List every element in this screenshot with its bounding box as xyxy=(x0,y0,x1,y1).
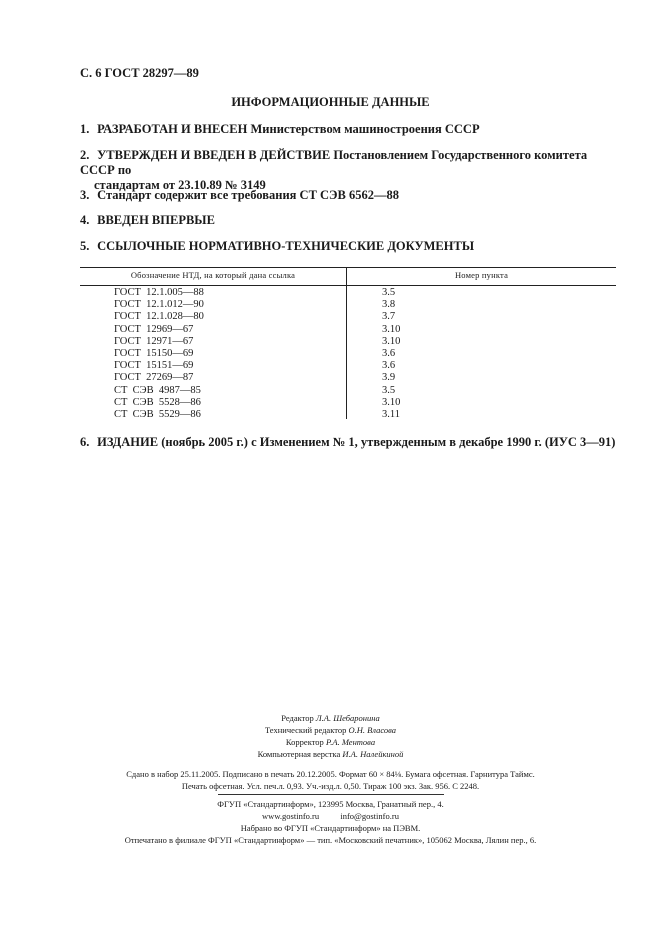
table-body xyxy=(80,287,616,421)
table-top-rule xyxy=(80,267,616,268)
table-header-point: Номер пункта xyxy=(454,270,509,280)
info-item-3 xyxy=(80,188,620,203)
table-cell-document: ГОСТ 12971—67 xyxy=(114,335,194,347)
table-cell-point: 3.7 xyxy=(382,311,396,323)
table-cell-point: 3.10 xyxy=(382,396,401,408)
corrector-label: Корректор xyxy=(285,737,324,747)
table-cell-document: ГОСТ 12.1.005—88 xyxy=(114,287,204,298)
table-cell-point: 3.10 xyxy=(382,323,401,335)
item-text: Министерством машиностроения СССР xyxy=(247,122,480,136)
table-row xyxy=(80,324,616,336)
table-row xyxy=(80,372,616,384)
info-item-1 xyxy=(80,122,620,137)
table-row xyxy=(80,409,616,421)
item-number: 2. xyxy=(80,148,90,162)
table-row xyxy=(80,397,616,409)
table-cell-point: 3.5 xyxy=(382,384,396,396)
item-text: (ноябрь 2005 г.) с Изменением № 1, утвержденным в декабре 1990 г. (ИУС 3—91) xyxy=(158,435,616,449)
table-row xyxy=(80,311,616,323)
imprint-tech-editor xyxy=(0,724,661,736)
item-bold: ВВЕДЕН ВПЕРВЫЕ xyxy=(97,213,215,227)
imprint-print-line-1: Сдано в набор 25.11.2005. Подписано в печать 20.12.2005. Формат 60 × 84⅛. Бумага офсетная. Гарнитура Таймс. xyxy=(126,769,535,779)
corrector-name: Р.А. Ментова xyxy=(325,737,376,747)
table-cell-point: 3.10 xyxy=(382,335,401,347)
item-text: Постановлением Государственного комитета СССР по xyxy=(80,148,588,177)
item-bold: ССЫЛОЧНЫЕ НОРМАТИВНО-ТЕХНИЧЕСКИЕ ДОКУМЕНТЫ xyxy=(97,239,475,253)
table-row xyxy=(80,360,616,372)
table-row xyxy=(80,348,616,360)
info-item-2 xyxy=(80,148,620,193)
table-cell-point: 3.6 xyxy=(382,347,396,359)
table-cell-document: ГОСТ 12969—67 xyxy=(114,323,194,335)
item-number: 4. xyxy=(80,213,90,227)
tech-editor-name: О.Н. Власова xyxy=(348,725,397,735)
imprint-divider xyxy=(218,794,444,795)
imprint-corrector xyxy=(0,736,661,748)
item-number: 1. xyxy=(80,122,90,136)
editor-name: Л.А. Шебаронина xyxy=(315,713,380,723)
info-item-5 xyxy=(80,239,620,254)
page-header: С. 6 ГОСТ 28297—89 xyxy=(80,66,199,80)
table-row xyxy=(80,299,616,311)
imprint-layout xyxy=(0,748,661,760)
table-row xyxy=(80,287,616,299)
imprint-publisher-1: ФГУП «Стандартинформ», 123995 Москва, Гранатный пер., 4. xyxy=(217,799,444,809)
item-number: 3. xyxy=(80,188,90,202)
table-cell-document: ГОСТ 12.1.012—90 xyxy=(114,299,204,311)
table-cell-document: ГОСТ 15150—69 xyxy=(114,347,194,359)
tech-editor-label: Технический редактор xyxy=(264,725,347,735)
table-cell-document: СТ СЭВ 4987—85 xyxy=(114,384,201,396)
table-cell-document: ГОСТ 15151—69 xyxy=(114,360,194,372)
table-cell-point: 3.9 xyxy=(382,372,396,384)
table-cell-document: СТ СЭВ 5529—86 xyxy=(114,408,201,420)
layout-name: И.А. Налейкиной xyxy=(342,749,404,759)
imprint-publisher-4: Отпечатано в филиале ФГУП «Стандартинформ» — тип. «Московский печатник», 105062 Москва, Лялин пер., 6. xyxy=(124,835,537,845)
item-text: Стандарт содержит все требования СТ СЭВ 6562—88 xyxy=(97,188,399,202)
table-cell-document: ГОСТ 12.1.028—80 xyxy=(114,311,204,323)
imprint-editor xyxy=(0,712,661,724)
table-row xyxy=(80,385,616,397)
table-cell-point: 3.5 xyxy=(382,287,396,298)
table-header-rule xyxy=(80,285,616,286)
table-cell-point: 3.6 xyxy=(382,360,396,372)
imprint-publisher-2: www.gostinfo.ru info@gostinfo.ru xyxy=(262,811,399,821)
item-bold: УТВЕРЖДЕН И ВВЕДЕН В ДЕЙСТВИЕ xyxy=(97,148,331,162)
table-row xyxy=(80,336,616,348)
table-cell-document: ГОСТ 27269—87 xyxy=(114,372,194,384)
section-title: ИНФОРМАЦИОННЫЕ ДАННЫЕ xyxy=(231,95,430,109)
info-item-4 xyxy=(80,213,620,228)
item-number: 6. xyxy=(80,435,90,449)
table-header-document: Обозначение НТД, на который дана ссылка xyxy=(130,270,296,280)
imprint-publisher-3: Набрано во ФГУП «Стандартинформ» на ПЭВМ. xyxy=(240,823,421,833)
item-number: 5. xyxy=(80,239,90,253)
table-cell-point: 3.8 xyxy=(382,299,396,311)
table-cell-point: 3.11 xyxy=(382,408,400,420)
table-cell-document: СТ СЭВ 5528—86 xyxy=(114,396,201,408)
item-text-continued: стандартам от 23.10.89 № 3149 xyxy=(94,178,266,192)
item-bold: ИЗДАНИЕ xyxy=(97,435,159,449)
layout-label: Компьютерная верстка xyxy=(257,749,341,759)
item-bold: РАЗРАБОТАН И ВНЕСЕН xyxy=(97,122,248,136)
editor-label: Редактор xyxy=(281,713,314,723)
info-item-6 xyxy=(80,435,620,450)
imprint-print-line-2: Печать офсетная. Усл. печ.л. 0,93. Уч.-изд.л. 0,50. Тираж 100 экз. Зак. 956. С 2248. xyxy=(181,781,480,791)
